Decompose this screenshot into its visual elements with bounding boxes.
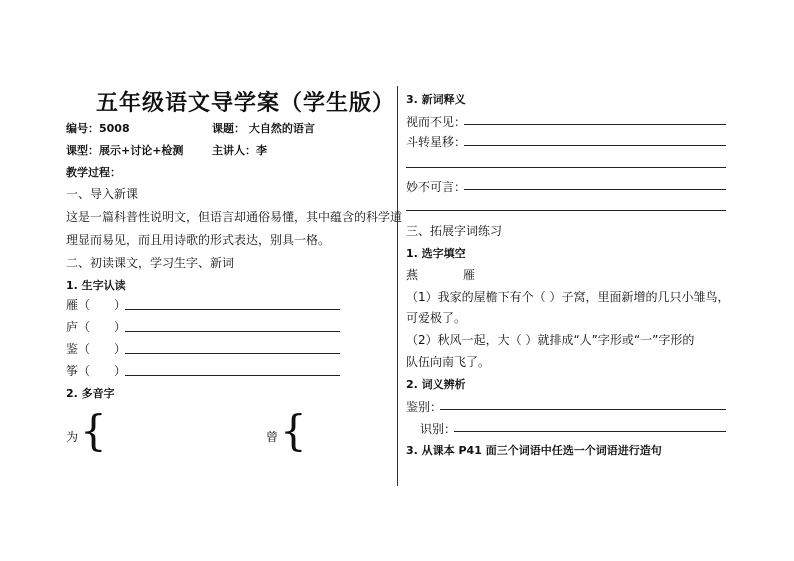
expand-heading: 三、拓展字词练习 — [406, 224, 503, 238]
polyphone-char-1: 为 — [66, 430, 79, 444]
sentence-heading: 3. 从课本 P41 面三个词语中任选一个词语进行造句 — [406, 444, 662, 457]
fill-question-1b: 可爱极了。 — [406, 311, 467, 325]
fill-question-2a: （2）秋风一起，大（ ）就排成“人”字形或“一”字形的 — [406, 333, 695, 347]
new-char-3-answer-line[interactable] — [125, 353, 340, 354]
polyphone-heading: 2. 多音字 — [66, 387, 115, 400]
left-brace-icon: { — [80, 406, 107, 455]
new-char-4: 筝（ — [66, 364, 91, 378]
vocab-answer-line-1[interactable] — [464, 124, 726, 125]
meta-type: 课型：展示+讨论+检测 — [66, 144, 184, 157]
meta-speaker: 主讲人：李 — [212, 144, 267, 157]
vocab-term-3: 妙不可言： — [406, 180, 467, 194]
new-char-2-answer-line[interactable] — [125, 331, 340, 332]
new-char-4-answer-line[interactable] — [125, 375, 340, 376]
fill-question-2b: 队伍向南飞了。 — [406, 355, 491, 369]
polyphone-char-2: 曾 — [266, 430, 279, 444]
page-title: 五年级语文导学案（学生版） — [96, 91, 396, 116]
new-chars-heading: 1. 生字认读 — [66, 279, 126, 292]
left-brace-icon: { — [280, 406, 307, 455]
meta-number: 编号：5008 — [66, 122, 130, 135]
new-char-4-close: ） — [114, 364, 127, 378]
new-char-3: 鉴（ — [66, 342, 91, 356]
fill-char-2: 雁 — [463, 268, 476, 282]
new-char-3-close: ） — [114, 342, 127, 356]
analysis-term-1: 鉴别： — [406, 400, 443, 414]
new-char-1-close: ） — [114, 298, 127, 312]
vocab-answer-line-3b[interactable] — [406, 210, 726, 211]
intro-text-line-1: 这是一篇科普性说明文，但语言却通俗易懂，其中蕴含的科学道 — [66, 210, 403, 224]
intro-text-line-2: 理显而易见，而且用诗歌的形式表达，别具一格。 — [66, 233, 331, 247]
vocab-term-2: 斗转星移： — [406, 135, 467, 149]
analysis-term-2: 识别： — [420, 422, 457, 436]
new-char-1-answer-line[interactable] — [125, 309, 340, 310]
process-heading: 教学过程： — [66, 166, 121, 179]
vocab-answer-line-2a[interactable] — [464, 145, 726, 146]
intro-heading: 一、导入新课 — [66, 187, 139, 201]
column-divider — [397, 86, 398, 486]
new-char-1: 雁（ — [66, 298, 91, 312]
reading-heading: 二、初读课文，学习生字、新词 — [66, 256, 235, 270]
fill-heading: 1. 选字填空 — [406, 247, 466, 260]
vocab-heading: 3. 新词释义 — [406, 93, 466, 106]
analysis-answer-line-1[interactable] — [440, 409, 726, 410]
new-char-2-close: ） — [114, 320, 127, 334]
vocab-answer-line-3a[interactable] — [464, 189, 726, 190]
analysis-answer-line-2[interactable] — [454, 431, 726, 432]
new-char-2: 庐（ — [66, 320, 91, 334]
fill-char-1: 燕 — [406, 268, 419, 282]
vocab-answer-line-2b[interactable] — [406, 167, 726, 168]
vocab-term-1: 视而不见： — [406, 115, 467, 129]
meta-topic: 课题： 大自然的语言 — [212, 122, 315, 135]
analysis-heading: 2. 词义辨析 — [406, 378, 466, 391]
fill-question-1a: （1）我家的屋檐下有个（ ）子窝，里面新增的几只小雏鸟， — [406, 290, 730, 304]
